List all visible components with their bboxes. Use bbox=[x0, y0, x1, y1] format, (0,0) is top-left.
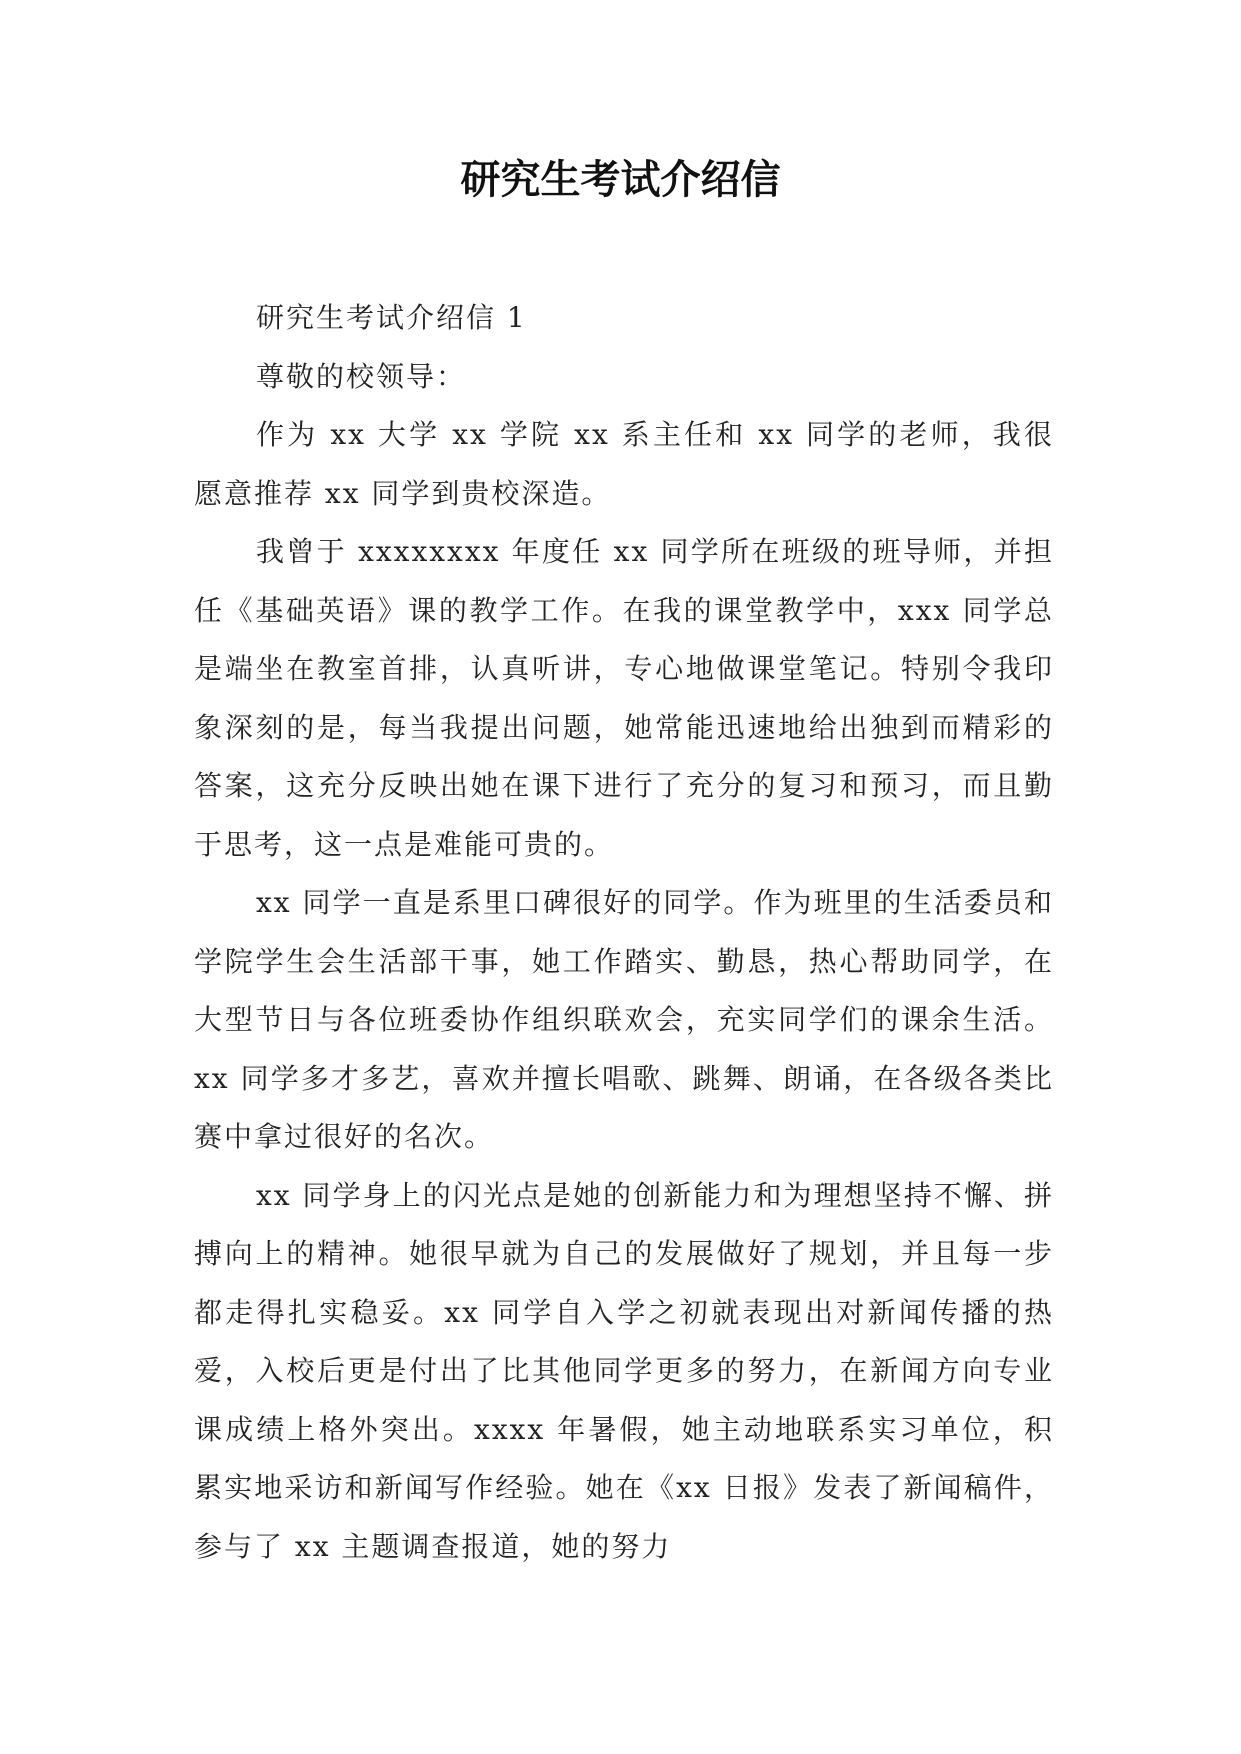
paragraph-2: 我曾于 xxxxxxxx 年度任 xx 同学所在班级的班导师，并担任《基础英语》课的教学工作。在我的课堂教学中，xxx 同学总是端坐在教室首排，认真听讲，专心地做课堂笔记。特别令我印象深刻的是，每当我提出问题，她常能迅速地给出独到而精彩的答案，这充分反映出她在课下进行了充分的复习和预习，而且勤于思考，这一点是难能可贵的。 bbox=[194, 535, 1054, 861]
document-title: 研究生考试介绍信 bbox=[460, 157, 781, 203]
paragraph-4: xx 同学身上的闪光点是她的创新能力和为理想坚持不懈、拼搏向上的精神。她很早就为自己的发展做好了规划，并且每一步都走得扎实稳妥。xx 同学自入学之初就表现出对新闻传播的热爱，入校后更是付出了比其他同学更多的努力，在新闻方向专业课成绩上格外突出。xxxx 年暑假，她主动地联系实习单位，积累实地采访和新闻写作经验。她在《xx 日报》发表了新闻稿件，参与了 xx 主题调查报道，她的努力 bbox=[194, 1178, 1054, 1563]
letter-heading: 研究生考试介绍信 1 bbox=[256, 301, 527, 334]
salutation: 尊敬的校领导： bbox=[256, 359, 467, 393]
paragraph-1: 作为 xx 大学 xx 学院 xx 系主任和 xx 同学的老师，我很愿意推荐 xx 同学到贵校深造。 bbox=[194, 418, 1054, 510]
document-body bbox=[194, 289, 1054, 1576]
paragraph-3: xx 同学一直是系里口碑很好的同学。作为班里的生活委员和学院学生会生活部干事，她工作踏实、勤恳，热心帮助同学，在大型节日与各位班委协作组织联欢会，充实同学们的课余生活。xx 同学多才多艺，喜欢并擅长唱歌、跳舞、朗诵，在各级各类比赛中拿过很好的名次。 bbox=[194, 886, 1054, 1153]
